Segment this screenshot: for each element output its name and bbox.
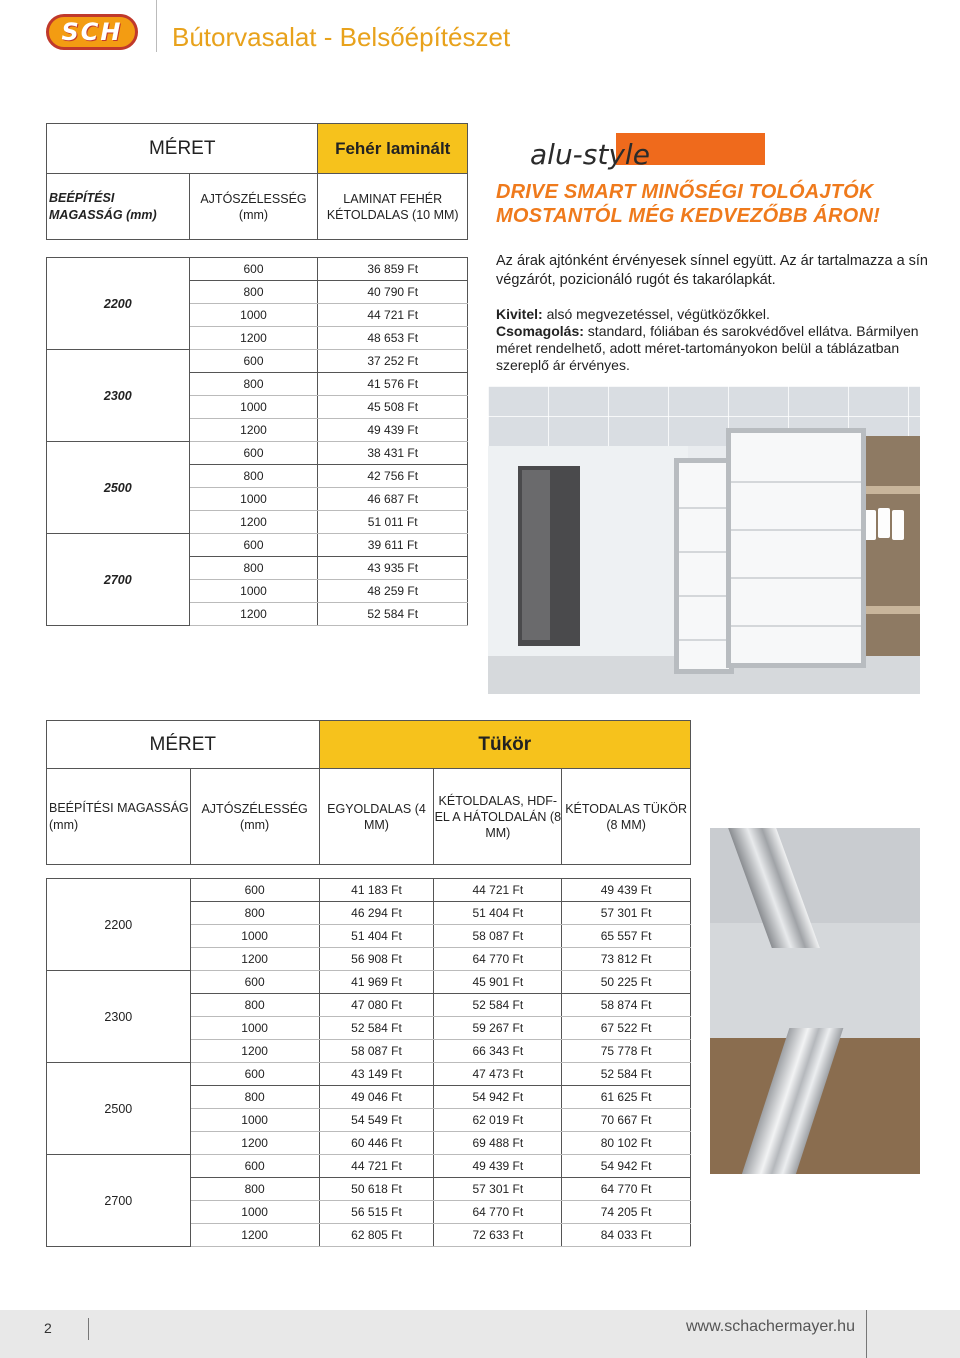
price-cell: 37 252 Ft [318, 350, 468, 373]
egyoldalas-price-cell: 44 721 Ft [319, 1155, 434, 1178]
price-info-paragraph: Az árak ajtónként érvényesek sínnel együtt. Az ár tartalmazza a sín végzárót, pozicionáló rugót és takarólapkát. [496, 253, 928, 288]
width-cell: 1000 [189, 304, 318, 327]
table-row [47, 879, 691, 902]
width-cell: 600 [189, 350, 318, 373]
hdf-price-cell: 64 770 Ft [434, 1201, 562, 1224]
table-row [47, 971, 691, 994]
kivitel-label: Kivitel: [496, 306, 543, 322]
website-link[interactable]: www.schachermayer.hu [686, 1318, 855, 1335]
sliding-door-wardrobe-photo [488, 386, 920, 694]
egyoldalas-price-cell: 50 618 Ft [319, 1178, 434, 1201]
finish-header: Fehér laminált [318, 124, 468, 174]
beepitesi-column-header: BEÉPÍTÉSI MAGASSÁG (mm) [47, 174, 190, 240]
height-cell: 2200 [47, 258, 190, 350]
footer-divider-right [866, 1310, 867, 1358]
hdf-price-cell: 66 343 Ft [434, 1040, 562, 1063]
header-divider [156, 0, 157, 52]
ketoldalas-price-cell: 67 522 Ft [562, 1017, 691, 1040]
meret-header: MÉRET [47, 124, 318, 174]
csomagolas-text: standard, fóliában és sarokvédővel ellátva. Bármilyen méret rendelhető, adott méret-tartományokon belül a táblázatban szereplő ár érvényes. [496, 323, 919, 373]
height-cell: 2500 [47, 1063, 191, 1155]
hdf-price-cell: 64 770 Ft [434, 948, 562, 971]
spec-paragraph [496, 306, 932, 374]
width-cell: 600 [190, 971, 319, 994]
height-cell: 2500 [47, 442, 190, 534]
width-cell: 800 [190, 1178, 319, 1201]
width-cell: 800 [189, 373, 318, 396]
beepitesi-column-header: BEÉPÍTÉSI MAGASSÁG (mm) [47, 769, 191, 865]
spacer-cell [47, 865, 691, 879]
height-cell: 2300 [47, 971, 191, 1063]
width-cell: 600 [190, 1155, 319, 1178]
hdf-column-header: KÉTOLDALAS, HDF-EL A HÁTOLDALÁN (8 MM) [434, 769, 562, 865]
hdf-price-cell: 57 301 Ft [434, 1178, 562, 1201]
white-laminate-price-table [46, 123, 468, 626]
egyoldalas-price-cell: 51 404 Ft [319, 925, 434, 948]
height-cell: 2200 [47, 879, 191, 971]
egyoldalas-column-header: EGYOLDALAS (4 MM) [319, 769, 434, 865]
page-title: Bútorvasalat - Belsőépítészet [172, 22, 511, 52]
laminat-column-header: LAMINAT FEHÉR KÉTOLDALAS (10 MM) [318, 174, 468, 240]
hdf-price-cell: 59 267 Ft [434, 1017, 562, 1040]
width-cell: 800 [189, 465, 318, 488]
ketoldalas-price-cell: 50 225 Ft [562, 971, 691, 994]
width-cell: 1200 [190, 1224, 319, 1247]
ketoldalas-price-cell: 70 667 Ft [562, 1109, 691, 1132]
price-cell: 42 756 Ft [318, 465, 468, 488]
spacer-row [47, 865, 691, 879]
ajtoszelesseg-column-header: AJTÓSZÉLESSÉG (mm) [190, 769, 319, 865]
width-cell: 1000 [189, 396, 318, 419]
price-cell: 49 439 Ft [318, 419, 468, 442]
price-cell: 48 653 Ft [318, 327, 468, 350]
width-cell: 600 [189, 442, 318, 465]
egyoldalas-price-cell: 47 080 Ft [319, 994, 434, 1017]
egyoldalas-price-cell: 56 515 Ft [319, 1201, 434, 1224]
title-line-1: DRIVE SMART MINŐSÉGI TOLÓAJTÓK [496, 181, 874, 203]
width-cell: 600 [189, 534, 318, 557]
ketoldalas-price-cell: 84 033 Ft [562, 1224, 691, 1247]
price-cell: 44 721 Ft [318, 304, 468, 327]
egyoldalas-price-cell: 56 908 Ft [319, 948, 434, 971]
hdf-price-cell: 52 584 Ft [434, 994, 562, 1017]
table-row [47, 258, 468, 281]
table-row [47, 442, 468, 465]
ketoldalas-price-cell: 75 778 Ft [562, 1040, 691, 1063]
hdf-price-cell: 49 439 Ft [434, 1155, 562, 1178]
width-cell: 1200 [190, 1132, 319, 1155]
egyoldalas-price-cell: 46 294 Ft [319, 902, 434, 925]
width-cell: 1200 [189, 603, 318, 626]
title-line-2: MOSTANTÓL MÉG KEDVEZŐBB ÁRON! [496, 205, 880, 227]
price-cell: 45 508 Ft [318, 396, 468, 419]
hdf-price-cell: 54 942 Ft [434, 1086, 562, 1109]
egyoldalas-price-cell: 49 046 Ft [319, 1086, 434, 1109]
ketoldalas-price-cell: 52 584 Ft [562, 1063, 691, 1086]
page-header [0, 0, 960, 80]
price-cell: 40 790 Ft [318, 281, 468, 304]
price-cell: 48 259 Ft [318, 580, 468, 603]
height-cell: 2700 [47, 534, 190, 626]
egyoldalas-price-cell: 41 969 Ft [319, 971, 434, 994]
ketoldalas-price-cell: 57 301 Ft [562, 902, 691, 925]
width-cell: 1000 [190, 1201, 319, 1224]
drive-smart-title [496, 180, 936, 228]
hdf-price-cell: 51 404 Ft [434, 902, 562, 925]
ketoldalas-price-cell: 49 439 Ft [562, 879, 691, 902]
ketoldalas-price-cell: 64 770 Ft [562, 1178, 691, 1201]
hdf-price-cell: 44 721 Ft [434, 879, 562, 902]
width-cell: 1200 [189, 511, 318, 534]
ketoldalas-price-cell: 65 557 Ft [562, 925, 691, 948]
meret-header: MÉRET [47, 721, 320, 769]
width-cell: 1200 [190, 1040, 319, 1063]
ketoldalas-price-cell: 61 625 Ft [562, 1086, 691, 1109]
width-cell: 1200 [189, 419, 318, 442]
egyoldalas-price-cell: 41 183 Ft [319, 879, 434, 902]
egyoldalas-price-cell: 52 584 Ft [319, 1017, 434, 1040]
hdf-price-cell: 72 633 Ft [434, 1224, 562, 1247]
hdf-price-cell: 47 473 Ft [434, 1063, 562, 1086]
aluminium-rail-photo [710, 828, 920, 1174]
table-row [47, 1155, 691, 1178]
price-cell: 51 011 Ft [318, 511, 468, 534]
egyoldalas-price-cell: 58 087 Ft [319, 1040, 434, 1063]
width-cell: 1000 [189, 580, 318, 603]
finish-header: Tükör [319, 721, 690, 769]
page-number: 2 [44, 1320, 52, 1336]
width-cell: 1000 [190, 925, 319, 948]
width-cell: 1000 [189, 488, 318, 511]
hdf-price-cell: 69 488 Ft [434, 1132, 562, 1155]
width-cell: 800 [190, 1086, 319, 1109]
ketoldalas-price-cell: 73 812 Ft [562, 948, 691, 971]
page-footer [0, 1310, 960, 1358]
ketoldalas-price-cell: 54 942 Ft [562, 1155, 691, 1178]
width-cell: 800 [189, 281, 318, 304]
hdf-price-cell: 62 019 Ft [434, 1109, 562, 1132]
height-cell: 2300 [47, 350, 190, 442]
table-row [47, 350, 468, 373]
width-cell: 600 [189, 258, 318, 281]
width-cell: 1200 [190, 948, 319, 971]
ketoldalas-price-cell: 58 874 Ft [562, 994, 691, 1017]
price-cell: 43 935 Ft [318, 557, 468, 580]
hdf-price-cell: 58 087 Ft [434, 925, 562, 948]
spacer-row [47, 240, 468, 258]
alu-style-logo: alu-style [530, 138, 650, 171]
price-cell: 36 859 Ft [318, 258, 468, 281]
table-row [47, 534, 468, 557]
width-cell: 1000 [190, 1017, 319, 1040]
price-cell: 46 687 Ft [318, 488, 468, 511]
width-cell: 800 [190, 994, 319, 1017]
price-cell: 39 611 Ft [318, 534, 468, 557]
footer-divider-left [88, 1318, 89, 1340]
ajtoszelesseg-column-header: AJTÓSZÉLESSÉG (mm) [189, 174, 318, 240]
width-cell: 600 [190, 879, 319, 902]
ketoldalas-price-cell: 80 102 Ft [562, 1132, 691, 1155]
egyoldalas-price-cell: 60 446 Ft [319, 1132, 434, 1155]
alu-style-brand-bar [496, 133, 765, 171]
width-cell: 1000 [190, 1109, 319, 1132]
price-cell: 38 431 Ft [318, 442, 468, 465]
sch-logo: SCH [46, 14, 138, 50]
csomagolas-label: Csomagolás: [496, 323, 584, 339]
ketoldalas-tukor-column-header: KÉTODALAS TÜKÖR (8 MM) [562, 769, 691, 865]
width-cell: 600 [190, 1063, 319, 1086]
width-cell: 800 [189, 557, 318, 580]
table-row [47, 1063, 691, 1086]
kivitel-text: alsó megvezetéssel, végütközőkkel. [542, 306, 770, 322]
mirror-price-table [46, 720, 691, 1247]
width-cell: 800 [190, 902, 319, 925]
height-cell: 2700 [47, 1155, 191, 1247]
egyoldalas-price-cell: 62 805 Ft [319, 1224, 434, 1247]
hdf-price-cell: 45 901 Ft [434, 971, 562, 994]
price-cell: 52 584 Ft [318, 603, 468, 626]
ketoldalas-price-cell: 74 205 Ft [562, 1201, 691, 1224]
width-cell: 1200 [189, 327, 318, 350]
egyoldalas-price-cell: 43 149 Ft [319, 1063, 434, 1086]
egyoldalas-price-cell: 54 549 Ft [319, 1109, 434, 1132]
spacer-cell [47, 240, 468, 258]
price-cell: 41 576 Ft [318, 373, 468, 396]
